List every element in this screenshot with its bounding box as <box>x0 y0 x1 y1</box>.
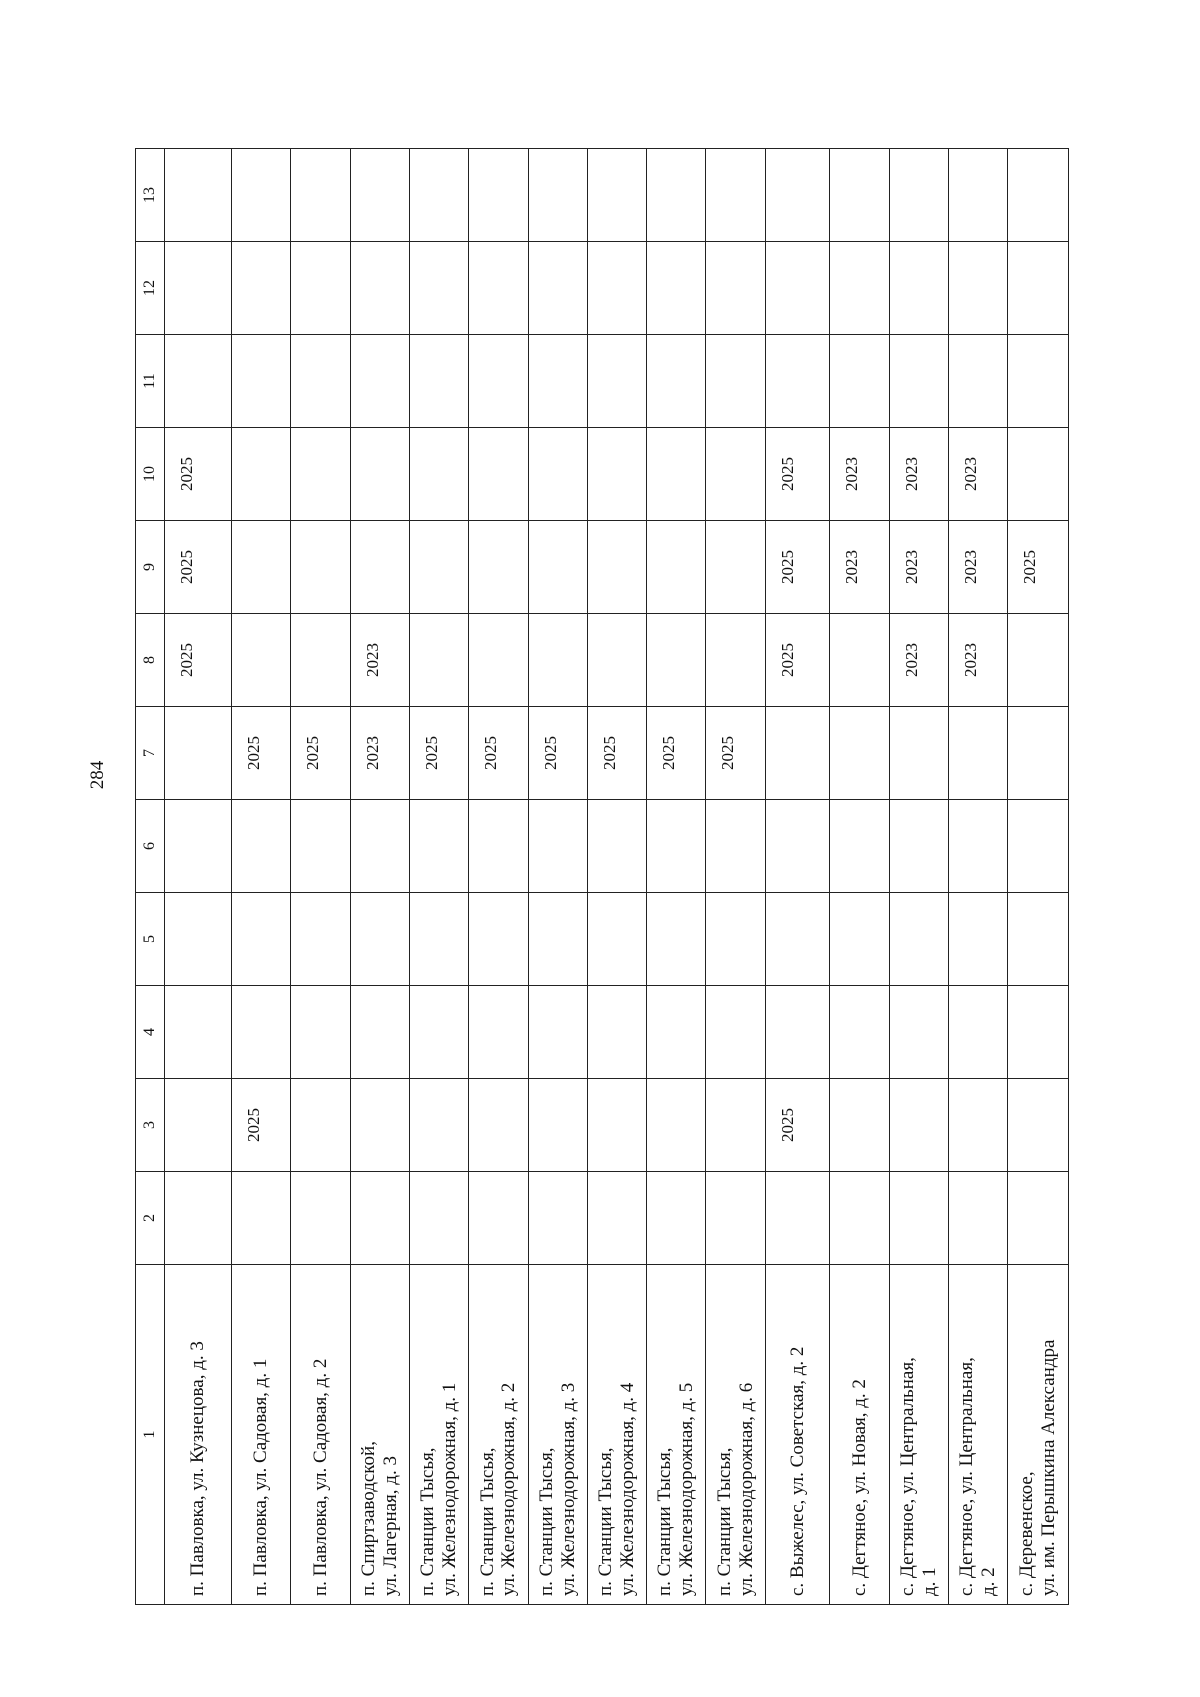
table-row <box>587 149 646 1605</box>
column-header: 7 <box>136 707 165 800</box>
year-cell <box>469 149 528 242</box>
address-cell <box>706 1265 765 1605</box>
address-cell <box>1008 1265 1069 1605</box>
address-line-1: п. Павловка, ул. Садовая, д. 1 <box>250 1358 272 1596</box>
address-line-2: ул. им. Перышкина Александра <box>1038 1339 1060 1596</box>
year-cell <box>528 521 587 614</box>
year-cell <box>291 800 350 893</box>
year-cell <box>231 428 290 521</box>
year-cell: 2025 <box>765 428 830 521</box>
year-cell <box>291 521 350 614</box>
year-cell <box>291 1079 350 1172</box>
year-cell <box>1008 707 1069 800</box>
year-cell <box>889 149 948 242</box>
column-header: 3 <box>136 1079 165 1172</box>
year-cell <box>647 521 706 614</box>
year-cell <box>231 986 290 1079</box>
year-cell <box>231 149 290 242</box>
year-cell <box>528 1079 587 1172</box>
rotated-table-container <box>135 187 1069 1605</box>
address-line-2: д. 1 <box>918 1567 940 1596</box>
table-row <box>231 149 290 1605</box>
year-cell <box>647 335 706 428</box>
year-cell <box>706 1079 765 1172</box>
year-cell <box>469 986 528 1079</box>
year-cell <box>587 149 646 242</box>
year-cell <box>350 1079 409 1172</box>
page-number-text: 284 <box>87 760 108 790</box>
address-line-2: ул. Лагерная, д. 3 <box>379 1456 401 1596</box>
year-cell: 2023 <box>889 428 948 521</box>
address-line-1: п. Станции Тысья, <box>595 1447 617 1596</box>
year-cell <box>409 1172 468 1265</box>
year-cell <box>830 1079 889 1172</box>
year-cell <box>350 242 409 335</box>
table-row <box>949 149 1008 1605</box>
year-cell <box>765 707 830 800</box>
column-header: 5 <box>136 893 165 986</box>
year-cell <box>889 1172 948 1265</box>
year-cell <box>469 521 528 614</box>
year-cell <box>1008 893 1069 986</box>
year-cell: 2025 <box>165 521 232 614</box>
year-cell <box>291 428 350 521</box>
column-header: 8 <box>136 614 165 707</box>
page-number <box>87 760 108 790</box>
year-cell <box>350 1172 409 1265</box>
year-cell: 2025 <box>765 521 830 614</box>
year-cell <box>409 986 468 1079</box>
year-cell <box>409 800 468 893</box>
year-cell <box>706 335 765 428</box>
year-cell: 2023 <box>889 521 948 614</box>
year-cell <box>949 149 1008 242</box>
year-cell <box>528 893 587 986</box>
year-cell <box>949 800 1008 893</box>
year-cell <box>165 242 232 335</box>
year-cell: 2025 <box>409 707 468 800</box>
year-cell <box>1008 1079 1069 1172</box>
year-cell <box>587 893 646 986</box>
year-cell <box>291 335 350 428</box>
year-cell <box>1008 428 1069 521</box>
column-header: 6 <box>136 800 165 893</box>
year-cell <box>291 893 350 986</box>
address-line-1: п. Станции Тысья, <box>654 1447 676 1596</box>
address-cell <box>528 1265 587 1605</box>
year-cell <box>889 893 948 986</box>
year-cell <box>647 428 706 521</box>
year-cell <box>469 1079 528 1172</box>
column-header: 2 <box>136 1172 165 1265</box>
year-cell: 2023 <box>830 521 889 614</box>
address-line-2: ул. Железнодорожная, д. 6 <box>735 1382 757 1596</box>
year-cell <box>1008 614 1069 707</box>
year-cell <box>830 707 889 800</box>
column-header: 12 <box>136 242 165 335</box>
year-cell <box>528 1172 587 1265</box>
year-cell <box>765 242 830 335</box>
year-cell <box>706 986 765 1079</box>
year-cell <box>231 335 290 428</box>
year-cell <box>1008 149 1069 242</box>
year-cell <box>528 242 587 335</box>
year-cell <box>765 800 830 893</box>
year-cell <box>647 614 706 707</box>
year-cell <box>291 242 350 335</box>
year-cell <box>587 242 646 335</box>
year-cell <box>587 614 646 707</box>
year-cell <box>469 428 528 521</box>
address-line-1: с. Деревенское, <box>1016 1471 1038 1596</box>
year-cell <box>706 242 765 335</box>
column-header: 11 <box>136 335 165 428</box>
year-cell: 2025 <box>231 707 290 800</box>
year-cell <box>949 1172 1008 1265</box>
year-cell <box>165 893 232 986</box>
year-cell <box>587 335 646 428</box>
column-header: 4 <box>136 986 165 1079</box>
address-line-2: ул. Железнодорожная, д. 5 <box>676 1382 698 1596</box>
address-cell <box>647 1265 706 1605</box>
year-cell <box>528 428 587 521</box>
year-cell <box>949 242 1008 335</box>
address-cell <box>587 1265 646 1605</box>
year-cell <box>165 335 232 428</box>
address-cell <box>889 1265 948 1605</box>
address-line-2: д. 2 <box>978 1567 1000 1596</box>
year-cell <box>350 521 409 614</box>
year-cell <box>165 1079 232 1172</box>
address-cell <box>350 1265 409 1605</box>
address-line-2: ул. Железнодорожная, д. 2 <box>498 1382 520 1596</box>
year-cell <box>231 614 290 707</box>
column-header: 1 <box>136 1265 165 1605</box>
year-cell <box>830 800 889 893</box>
year-cell <box>350 800 409 893</box>
column-header: 10 <box>136 428 165 521</box>
year-cell <box>409 428 468 521</box>
year-cell: 2025 <box>291 707 350 800</box>
year-cell <box>165 800 232 893</box>
year-cell <box>889 335 948 428</box>
year-cell <box>350 428 409 521</box>
year-cell <box>706 800 765 893</box>
table-row <box>291 149 350 1605</box>
year-cell <box>1008 1172 1069 1265</box>
year-cell <box>647 1079 706 1172</box>
table-row <box>765 149 830 1605</box>
year-cell <box>587 1172 646 1265</box>
year-cell <box>469 242 528 335</box>
year-cell <box>165 1172 232 1265</box>
year-cell <box>1008 335 1069 428</box>
year-cell <box>350 986 409 1079</box>
year-cell <box>1008 800 1069 893</box>
address-line-1: п. Станции Тысья, <box>535 1447 557 1596</box>
year-cell <box>889 242 948 335</box>
year-cell <box>889 707 948 800</box>
year-cell <box>409 242 468 335</box>
year-cell <box>587 428 646 521</box>
address-line-1: п. Станции Тысья, <box>476 1447 498 1596</box>
year-cell <box>231 521 290 614</box>
year-cell <box>291 1172 350 1265</box>
year-cell <box>350 149 409 242</box>
address-line-1: с. Выжелес, ул. Советская, д. 2 <box>786 1346 808 1596</box>
year-cell <box>587 1079 646 1172</box>
year-cell <box>165 707 232 800</box>
year-cell <box>949 1079 1008 1172</box>
year-cell: 2025 <box>469 707 528 800</box>
year-cell <box>291 149 350 242</box>
year-cell <box>528 800 587 893</box>
year-cell <box>706 1172 765 1265</box>
year-cell: 2023 <box>350 614 409 707</box>
year-cell <box>409 1079 468 1172</box>
year-cell <box>889 986 948 1079</box>
year-cell <box>469 335 528 428</box>
table-row <box>350 149 409 1605</box>
table-row <box>647 149 706 1605</box>
year-cell <box>889 1079 948 1172</box>
year-cell <box>1008 986 1069 1079</box>
address-line-1: п. Павловка, ул. Кузнецова, д. 3 <box>187 1341 209 1596</box>
address-line-2: ул. Железнодорожная, д. 4 <box>617 1382 638 1596</box>
schedule-table <box>135 148 1069 1605</box>
year-cell: 2023 <box>949 521 1008 614</box>
year-cell <box>706 893 765 986</box>
year-cell <box>830 986 889 1079</box>
year-cell <box>165 149 232 242</box>
year-cell: 2025 <box>587 707 646 800</box>
year-cell <box>469 893 528 986</box>
table-row <box>706 149 765 1605</box>
year-cell: 2025 <box>1008 521 1069 614</box>
year-cell <box>889 800 948 893</box>
year-cell <box>350 335 409 428</box>
year-cell: 2023 <box>949 428 1008 521</box>
table-row <box>830 149 889 1605</box>
year-cell <box>231 242 290 335</box>
year-cell: 2025 <box>165 614 232 707</box>
year-cell <box>765 149 830 242</box>
year-cell <box>165 986 232 1079</box>
year-cell: 2025 <box>765 1079 830 1172</box>
year-cell <box>647 800 706 893</box>
year-cell <box>949 893 1008 986</box>
year-cell <box>469 800 528 893</box>
year-cell <box>830 242 889 335</box>
year-cell <box>587 800 646 893</box>
table-row <box>1008 149 1069 1605</box>
address-line-1: с. Дегтяное, ул. Новая, д. 2 <box>848 1379 870 1596</box>
year-cell <box>949 335 1008 428</box>
table-row <box>469 149 528 1605</box>
year-cell <box>528 614 587 707</box>
year-cell <box>830 614 889 707</box>
year-cell: 2025 <box>647 707 706 800</box>
table-row <box>889 149 948 1605</box>
year-cell <box>647 149 706 242</box>
column-header: 13 <box>136 149 165 242</box>
year-cell <box>231 800 290 893</box>
address-line-1: п. Станции Тысья, <box>713 1447 735 1596</box>
year-cell <box>647 986 706 1079</box>
address-line-1: п. Станции Тысья, <box>417 1447 439 1596</box>
year-cell: 2025 <box>528 707 587 800</box>
address-cell <box>231 1265 290 1605</box>
year-cell <box>830 893 889 986</box>
year-cell <box>765 335 830 428</box>
year-cell: 2023 <box>889 614 948 707</box>
address-line-2: ул. Железнодорожная, д. 1 <box>439 1382 461 1596</box>
year-cell <box>647 893 706 986</box>
year-cell: 2025 <box>165 428 232 521</box>
address-cell <box>291 1265 350 1605</box>
year-cell <box>469 1172 528 1265</box>
year-cell <box>765 986 830 1079</box>
year-cell <box>469 614 528 707</box>
address-cell <box>469 1265 528 1605</box>
table-row <box>528 149 587 1605</box>
address-line-1: с. Дегтяное, ул. Центральная, <box>897 1357 919 1596</box>
header-row <box>136 149 165 1605</box>
year-cell <box>949 707 1008 800</box>
address-cell <box>765 1265 830 1605</box>
address-line-1: с. Дегтяное, ул. Центральная, <box>956 1357 978 1596</box>
year-cell <box>409 149 468 242</box>
year-cell <box>765 1172 830 1265</box>
year-cell <box>291 614 350 707</box>
year-cell <box>409 614 468 707</box>
address-cell <box>830 1265 889 1605</box>
address-line-1: п. Спиртзаводской, <box>357 1441 379 1596</box>
year-cell <box>528 149 587 242</box>
column-header: 9 <box>136 521 165 614</box>
year-cell: 2023 <box>830 428 889 521</box>
year-cell <box>350 893 409 986</box>
year-cell: 2023 <box>949 614 1008 707</box>
address-cell <box>949 1265 1008 1605</box>
year-cell <box>830 149 889 242</box>
year-cell <box>528 335 587 428</box>
year-cell <box>409 335 468 428</box>
year-cell <box>830 335 889 428</box>
year-cell <box>949 986 1008 1079</box>
year-cell <box>409 893 468 986</box>
year-cell <box>706 614 765 707</box>
year-cell: 2023 <box>350 707 409 800</box>
year-cell <box>706 521 765 614</box>
table-row <box>409 149 468 1605</box>
year-cell <box>647 242 706 335</box>
table-row <box>165 149 232 1605</box>
year-cell <box>706 428 765 521</box>
year-cell <box>1008 242 1069 335</box>
address-cell <box>165 1265 232 1605</box>
year-cell: 2025 <box>765 614 830 707</box>
address-cell <box>409 1265 468 1605</box>
address-line-2: ул. Железнодорожная, д. 3 <box>557 1382 579 1596</box>
year-cell <box>231 1172 290 1265</box>
year-cell <box>409 521 468 614</box>
year-cell <box>587 521 646 614</box>
year-cell <box>706 149 765 242</box>
year-cell <box>647 1172 706 1265</box>
year-cell <box>587 986 646 1079</box>
year-cell <box>528 986 587 1079</box>
year-cell: 2025 <box>231 1079 290 1172</box>
year-cell <box>830 1172 889 1265</box>
address-line-1: п. Павловка, ул. Садовая, д. 2 <box>309 1358 331 1596</box>
year-cell <box>231 893 290 986</box>
year-cell <box>291 986 350 1079</box>
year-cell: 2025 <box>706 707 765 800</box>
year-cell <box>765 893 830 986</box>
